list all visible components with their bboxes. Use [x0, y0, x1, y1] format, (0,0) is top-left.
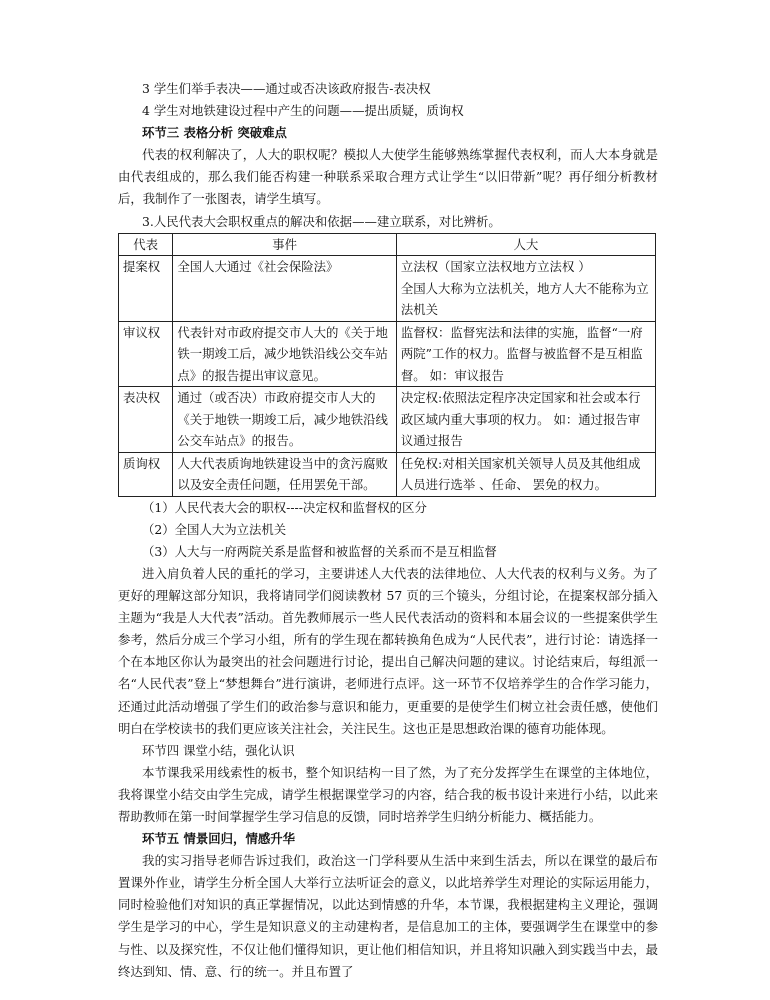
table-cell-npc	[396, 256, 655, 322]
section-heading: 环节五 情景回归，情感升华	[142, 831, 296, 847]
paragraph: 进入肩负着人民的重托的学习，主要讲述人大代表的法律地位、人大代表的权利与义务。为了更好的理解这部分知识，我将请同学们阅读教材 57 页的三个镜头，分组讨论，在提案权部分插入主题为“我是人大代表”活动。首先教师展示一些人民代表活动的资料和本届会议的一些提案供学生参考，然后分成三个学习小组，所有的学生现在都转换角色成为“人民代表”，进行讨论：请选择一个在本地区你认为最突出的社会问题进行讨论，提出自己解决问题的建议。讨论结束后，每组派一名“人民代表”登上“梦想舞台”进行演讲，老师进行点评。这一环节不仅培养学生的合作学习能力，还通过此活动增强了学生们的政治参与意识和能力，更重要的是使学生们树立社会责任感，使他们明白在学校读书的我们更应该关注社会，关注民生。这也正是思想政治课的德育功能体现。	[118, 565, 658, 736]
table-cell-rep: 提案权	[119, 256, 173, 322]
table-row	[119, 452, 656, 496]
table-cell-event: 通过（或否决）市政府提交市人大的《关于地铁一期竣工后，减少地铁沿线公交车站点》的报告。	[173, 387, 397, 453]
paragraph: 代表的权利解决了，人大的职权呢？模拟人大使学生能够熟练掌握代表权利，而人大本身就是由代表组成的，那么我们能否构建一种联系采取合理方式让学生“以旧带新”呢？再仔细分析教材后，我制作了一张图表，请学生填写。	[118, 147, 658, 207]
table-cell-npc: 监督权：监督宪法和法律的实施，监督“一府两院”工作的权力。监督与被监督不是互相监督。 如：审议报告	[396, 321, 655, 387]
table-cell-rep: 质询权	[119, 452, 173, 496]
table-cell-npc: 任免权:对相关国家机关领导人员及其他组成人员进行选举 、任命、 罢免的权力。	[396, 452, 655, 496]
cell-line: 全国人大称为立法机关，地方人大不能称为立法机关	[400, 280, 649, 318]
table-cell-event: 人大代表质询地铁建设当中的贪污腐败以及安全责任问题，任用罢免干部。	[173, 452, 397, 496]
summary-point: （2）全国人大为立法机关	[142, 521, 287, 537]
table-header-cell: 代表	[119, 233, 173, 256]
table-row	[119, 321, 656, 387]
table-header-cell: 人大	[396, 233, 655, 256]
table-cell-event: 代表针对市政府提交市人大的《关于地铁一期竣工后，减少地铁沿线公交车站点》的报告提出审议意见。	[173, 321, 397, 387]
cell-line: 立法权（国家立法权地方立法权 ）	[400, 259, 591, 275]
powers-table	[118, 233, 656, 497]
document-page	[118, 78, 658, 983]
section-heading: 环节四 课堂小结，强化认识	[142, 742, 295, 758]
table-cell-npc: 决定权:依照法定程序决定国家和社会或本行政区域内重大事项的权力。 如：通过报告审议通过报告	[396, 387, 655, 453]
table-row	[119, 256, 656, 322]
table-cell-rep: 表决权	[119, 387, 173, 453]
summary-point: （3）人大与一府两院关系是监督和被监督的关系而不是互相监督	[142, 543, 497, 559]
paragraph: 本节课我采用线索性的板书，整个知识结构一目了然，为了充分发挥学生在课堂的主体地位，我将课堂小结交由学生完成，请学生根据课堂学习的内容，结合我的板书设计来进行小结，以此来帮助教师在第一时间掌握学生学习信息的反馈，同时培养学生归纳分析能力、概括能力。	[118, 764, 658, 824]
table-cell-rep: 审议权	[119, 321, 173, 387]
summary-point: （1）人民代表大会的职权----决定权和监督权的区分	[142, 499, 427, 515]
text-line: 3 学生们举手表决——通过或否决该政府报告-表决权	[142, 81, 431, 96]
section-heading: 环节三 表格分析 突破难点	[142, 125, 287, 141]
table-header-row	[119, 233, 656, 256]
table-header-cell: 事件	[173, 233, 397, 256]
table-caption: 3.人民代表大会职权重点的解决和依据——建立联系，对比辨析。	[142, 213, 501, 229]
table-row	[119, 387, 656, 453]
table-cell-event: 全国人大通过《社会保险法》	[173, 256, 397, 322]
paragraph: 我的实习指导老师告诉过我们，政治这一门学科要从生活中来到生活去，所以在课堂的最后布置课外作业，请学生分析全国人大举行立法听证会的意义，以此培养学生对理论的实际运用能力，同时检验他们对知识的真正掌握情况，以此达到情感的升华，本节课，我根据建构主义理论，强调学生是学习的中心，学生是知识意义的主动建构者，是信息加工的主体，要强调学生在课堂中的参与性、以及探究性，不仅让他们懂得知识，更让他们相信知识，并且将知识融入到实践当中去，最终达到知、情、意、行的统一。并且布置了	[118, 853, 658, 979]
text-line: 4 学生对地铁建设过程中产生的问题——提出质疑，质询权	[142, 103, 464, 119]
